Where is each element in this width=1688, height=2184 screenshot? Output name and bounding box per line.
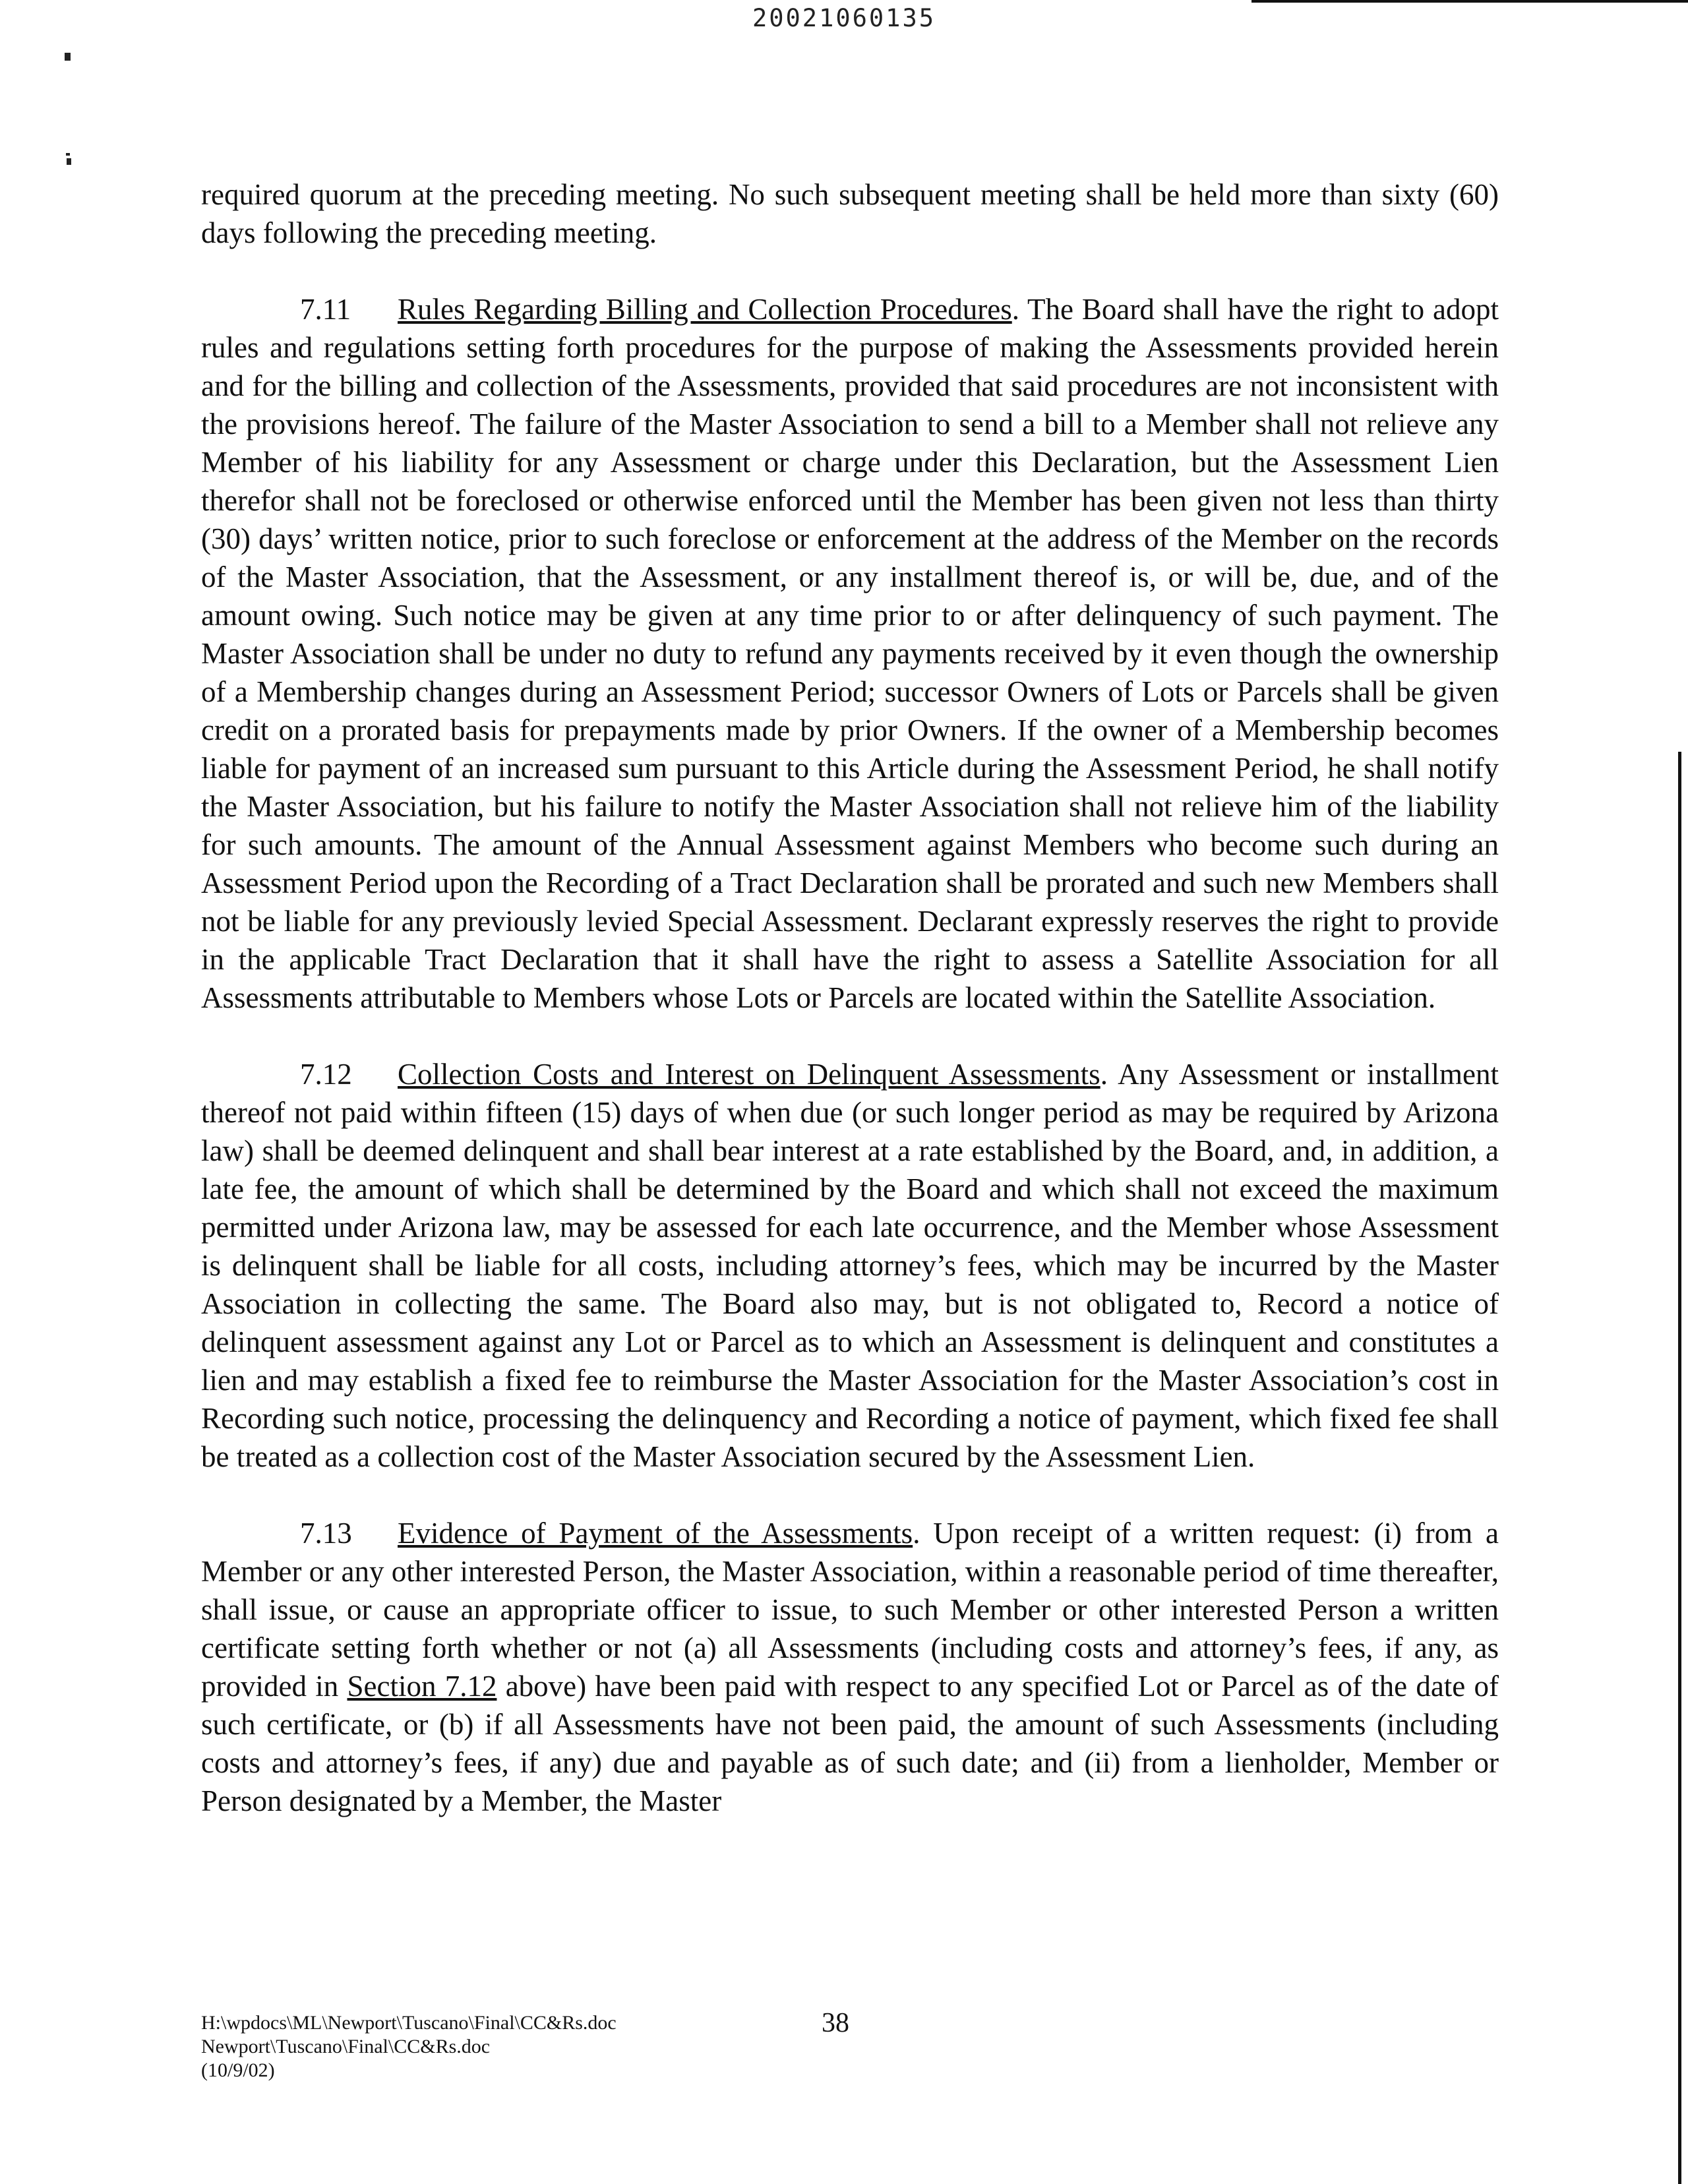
section-number: 7.13 (300, 1517, 352, 1550)
section-number: 7.12 (300, 1058, 352, 1091)
section-heading: Collection Costs and Interest on Delinquent Assessments (398, 1058, 1100, 1091)
scan-speck (65, 53, 71, 61)
footer-file-path (201, 2011, 617, 2082)
footer-date: (10/9/02) (201, 2059, 275, 2081)
section-7-12: 7.12 Collection Costs and Interest on Delinquent Assessments. Any Assessment or installment thereof not paid within fifteen (15) days of when due (or such longer period as may be required by Arizona law) shall be deemed delinquent and shall bear interest at a rate established by the Board, and, in addition, a late fee, the amount of which shall be determined by the Board and which shall not exceed the maximum permitted under Arizona law, may be assessed for each late occurrence, and the Member whose Assessment is delinquent shall be liable for all costs, including attorney’s fees, which may be incurred by the Master Association in collecting the same. The Board also may, but is not obligated to, Record a notice of delinquent assessment against any Lot or Parcel as to which an Assessment is delinquent and constitutes a lien and may establish a fixed fee to reimburse the Master Association for the Master Association’s cost in Recording such notice, processing the delinquency and Recording a notice of payment, which fixed fee shall be treated as a collection cost of the Master Association secured by the Assessment Lien. (201, 1055, 1499, 1476)
section-7-13: 7.13 Evidence of Payment of the Assessments. Upon receipt of a written request: (i) from a Member or any other interested Person, the Master Association, within a reasonable period of time thereafter, shall issue, or cause an appropriate officer to issue, to such Member or other interested Person a written certificate setting forth whether or not (a) all Assessments (including costs and attorney’s fees, if any, as provided in Section 7.12 above) have been paid with respect to any specified Lot or Parcel as of the date of such certificate, or (b) if all Assessments have not been paid, the amount of such Assessments (including costs and attorney’s fees, if any) due and payable as of such date; and (ii) from a lienholder, Member or Person designated by a Member, the Master (201, 1514, 1499, 1820)
footer-path-line: H:\wpdocs\ML\Newport\Tuscano\Final\CC&Rs.doc (201, 2012, 617, 2034)
section-number: 7.11 (300, 293, 351, 326)
recording-number: 20021060135 (752, 4, 936, 32)
section-text-continued: above) have been paid with respect to any specified Lot or Parcel as of the date of such certificate, or (b) if all Assessments have not been paid, the amount of such Assessments (including costs and attorney’s fees, if any) due and payable as of such date; and (ii) from a lienholder, Member or Person designated by a Member, the Master (201, 1670, 1499, 1817)
section-heading: Rules Regarding Billing and Collection Procedures (398, 293, 1012, 326)
scan-speck (67, 158, 71, 165)
section-reference: Section 7.12 (347, 1670, 497, 1703)
continuation-paragraph: required quorum at the preceding meeting. No such subsequent meeting shall be held more than sixty (60) days following the preceding meeting. (201, 178, 1499, 249)
footer-path-line: Newport\Tuscano\Final\CC&Rs.doc (201, 2036, 491, 2057)
section-heading: Evidence of Payment of the Assessments (398, 1517, 913, 1550)
section-text: Upon receipt of a written request: (i) from a Member or any other interested Person, the Master Association, within a reasonable period of time thereafter, shall issue, or cause an appropriate officer to issue, to such Member or other interested Person a written certificate setting forth whether or not (a) all Assessments (including costs and attorney’s fees, if any, as provided in (201, 1517, 1499, 1703)
page-number: 38 (822, 2008, 849, 2038)
section-7-11: 7.11 Rules Regarding Billing and Collection Procedures. The Board shall have the right to adopt rules and regulations setting forth procedures for the purpose of making the Assessments provided herein and for the billing and collection of the Assessments, provided that said procedures are not inconsistent with the provisions hereof. The failure of the Master Association to send a bill to a Member shall not relieve any Member of his liability for any Assessment or charge under this Declaration, but the Assessment Lien therefor shall not be foreclosed or otherwise enforced until the Member has been given not less than thirty (30) days’ written notice, prior to such foreclose or enforcement at the address of the Member on the records of the Master Association, that the Assessment, or any installment thereof is, or will be, due, and of the amount owing. Such notice may be given at any time prior to or after delinquency of such payment. The Master Association shall be under no duty to refund any payments received by it even though the ownership of a Membership changes during an Assessment Period; successor Owners of Lots or Parcels shall be given credit on a prorated basis for prepayments made by prior Owners. If the owner of a Membership becomes liable for payment of an increased sum pursuant to this Article during the Assessment Period, he shall notify the Master Association, but his failure to notify the Master Association shall not relieve him of the liability for such amounts. The amount of the Annual Assessment against Members who become such during an Assessment Period upon the Recording of a Tract Declaration shall be prorated and such new Members shall not be liable for any previously levied Special Assessment. Declarant expressly reserves the right to provide in the applicable Tract Declaration that it shall have the right to assess a Satellite Association for all Assessments attributable to Members whose Lots or Parcels are located within the Satellite Association. (201, 290, 1499, 1017)
document-body (201, 175, 1499, 1858)
section-text: Any Assessment or installment thereof not paid within fifteen (15) days of when due (or such longer period as may be required by Arizona law) shall be deemed delinquent and shall bear interest at a rate established by the Board, and, in addition, a late fee, the amount of which shall be determined by the Board and which shall not exceed the maximum permitted under Arizona law, may be assessed for each late occurrence, and the Member whose Assessment is delinquent shall be liable for all costs, including attorney’s fees, which may be incurred by the Master Association in collecting the same. The Board also may, but is not obligated to, Record a notice of delinquent assessment against any Lot or Parcel as to which an Assessment is delinquent and constitutes a lien and may establish a fixed fee to reimburse the Master Association for the Master Association’s cost in Recording such notice, processing the delinquency and Recording a notice of payment, which fixed fee shall be treated as a collection cost of the Master Association secured by the Assessment Lien. (201, 1058, 1499, 1473)
section-text: The Board shall have the right to adopt rules and regulations setting forth procedures for the purpose of making the Assessments provided herein and for the billing and collection of the Assessments, provided that said procedures are not inconsistent with the provisions hereof. The failure of the Master Association to send a bill to a Member shall not relieve any Member of his liability for any Assessment or charge under this Declaration, but the Assessment Lien therefor shall not be foreclosed or otherwise enforced until the Member has been given not less than thirty (30) days’ written notice, prior to such foreclose or enforcement at the address of the Member on the records of the Master Association, that the Assessment, or any installment thereof is, or will be, due, and of the amount owing. Such notice may be given at any time prior to or after delinquency of such payment. The Master Association shall be under no duty to refund any payments received by it even though the ownership of a Membership changes during an Assessment Period; successor Owners of Lots or Parcels shall be given credit on a prorated basis for prepayments made by prior Owners. If the owner of a Membership becomes liable for payment of an increased sum pursuant to this Article during the Assessment Period, he shall notify the Master Association, but his failure to notify the Master Association shall not relieve him of the liability for such amounts. The amount of the Annual Assessment against Members who become such during an Assessment Period upon the Recording of a Tract Declaration shall be prorated and such new Members shall not be liable for any previously levied Special Assessment. Declarant expressly reserves the right to provide in the applicable Tract Declaration that it shall have the right to assess a Satellite Association for all Assessments attributable to Members whose Lots or Parcels are located within the Satellite Association. (201, 293, 1499, 1014)
scan-speck (66, 153, 70, 156)
top-edge-rule (1251, 0, 1688, 3)
right-edge-rule (1678, 752, 1681, 2184)
